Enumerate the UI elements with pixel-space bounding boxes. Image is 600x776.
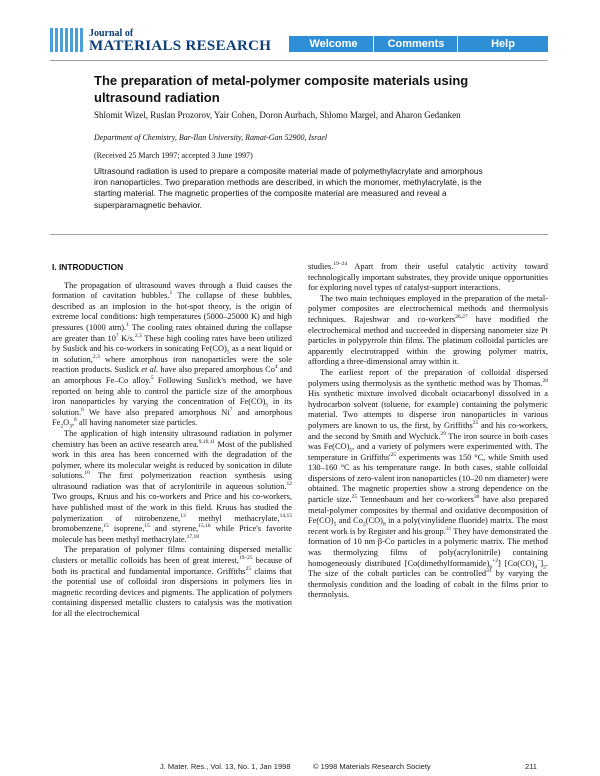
article-title: The preparation of metal-polymer composite materials using ultrasound radiation — [94, 73, 469, 105]
footer-citation: J. Mater. Res., Vol. 13, No. 1, Jan 1998 — [160, 762, 291, 771]
body-column-right: studies.$^{19-24}$ Apart from their useful catalytic activity toward technologically important substrates, they provide unique opportunities for exploring novel types of catalyst-support interactions. The two main techniques employed in the preparation of the metal-polymer composites are electrochemical methods and thermolysis techniques. Rajeshwar and co-workers$^{26,27}$ have modified the electrochemical method and succeeded in dispersing nanometer size Pt particles in polypyrrole thin films. The platinum colloidal particles are apparently electrotrapped within the growing polymer matrix, affording a three-dimensional array within it. The earliest report of the preparation of colloidal dispersed polymers using thermolysis as the synthetic method was by Thomas.$^{28}$ His synthetic mixture involved dicobalt octacarbonyl dissolved in a hydrocarbon solvent (toluene, for example) containing the polymeric material. Two attempts to disperse iron nanoparticles in various polymers are known to us, the first, by Griffiths$^{25}$ and his co-workers, and the second by Smith and Wychick.$^{29}$ The iron source in both cases was $Fe(CO)_5$, and a variety of polymers were experimented with. The temperature in $Griffiths'^{25}$ experiments was 150 °C, while Smith used 130–160 °C as his temperature range. In both cases, stable colloidal dispersions of zero-valent iron nanoparticles (10–20 nm diameter) were obtained. The magnetic properties show a strong dependence on the particle size.$^{25}$ Tennenbaum and her co-workers$^{30}$ have also prepared metal-polymer composites by thermal and oxidative decomposition of $Fe(CO)_5$ and $Co_2(CO)_8$ in a poly(vinylidene fluoride) matrix. The most recent work is by Register and his group.$^{31}$ They have demonstrated the formation of 10 nm β-Co particles in a polymeric matrix. The method was thermolyzing films of poly(acrylonitrile) containing homogeneously distributed $[Co(dimethylformamide)_6^{+2}]$ $[Co(CO)_4^-]_2$. The size of the cobalt particles can be controlled$^{31}$ by varying the thermolysis condition and the loading of cobalt in the films prior to thermolysis. — [308, 261, 549, 600]
header-rule — [50, 60, 548, 61]
page-number: 211 — [525, 762, 537, 771]
comments-button[interactable]: Comments — [374, 36, 458, 52]
article-authors: Shlomit Wizel, Ruslan Prozorov, Yair Cohen, Doron Aurbach, Shlomo Margel, and Aharon Gedanken — [94, 110, 461, 120]
nav-divider — [457, 36, 458, 52]
article-affiliation: Department of Chemistry, Bar-Ilan University, Ramat-Gan 52900, Israel — [94, 133, 328, 142]
journal-name-line1: Journal of — [89, 28, 134, 39]
section-heading: I. INTRODUCTION — [52, 262, 124, 272]
abstract-rule — [50, 234, 548, 235]
received-dates: (Received 25 March 1997; accepted 3 June 1997) — [94, 151, 253, 160]
nav-divider — [373, 36, 374, 52]
welcome-button[interactable]: Welcome — [289, 36, 378, 52]
body-column-left: I. INTRODUCTION The propagation of ultrasound waves through a fluid causes the formation of cavitation bubbles.$^1$ The collapse of these bubbles, described as an implosion in the hot-spot theory, is the origin of extreme local conditions: high temperatures (5000–25000 K) and high pressures (1000 atm).$^1$ The cooling rates obtained during the collapse are greater than $10^7$ K/s.$^{2,3}$ These high cooling rates have been utilized by Suslick and his co-workers in sonicating $Fe(CO)_5$ as a neat liquid or in solution,$^{2,3}$ where amorphous iron nanoparticles were the sole reaction products. Suslick et al. have also prepared amorphous Co$^4$ and an amorphous Fe–Co alloy.$^5$ Following Suslick's method, we have reported on being able to control the particle size of the amorphous iron nanoparticles by varying the concentration of $Fe(CO)_5$ in its solution.$^6$ We have also prepared amorphous Ni$^7$ and amorphous $Fe_2O_3,^8$ all having nanometer size particles. The application of high intensity ultrasound radiation in polymer chemistry has been an active research area.$^{9,10,11}$ Most of the published work in this area has been concerned with the degradation of the polymer, where its molecular weight is reduced by sonication in dilute solutions.$^{10}$ The first polymerization reaction synthesis using ultrasound radiation was that of acrylonitrile in aqueous solution.$^{12}$ Two groups, Kruus and his co-workers and Price and his co-workers, have published most of the work in this field. Kruus has studied the polymerization of nitrobenzene,$^{13}$ methyl methacrylate,$^{14,15}$ bromobenzene,$^{15}$ isoprene,$^{15}$ and styrene,$^{15,16}$ while Price's favorite molecule has been methyl methacrylate.$^{17,18}$ The preparation of polymer films containing dispersed metallic clusters or metallic colloids has been of great interest,$^{19-25}$ because of both its practical and fundamental importance. Griffiths$^{25}$ claims that the potential use of colloidal iron dispersions in polymers lies in magnetic recording devices and pigments. The application of polymers containing dispersed metallic clusters to catalysis was the motivation for all the electrochemical — [52, 262, 293, 618]
footer-copyright: © 1998 Materials Research Society — [313, 762, 431, 771]
journal-name-line2: MATERIALS RESEARCH — [89, 38, 272, 54]
abstract: Ultrasound radiation is used to prepare a composite material made of polymethylacrylate and amorphous iron nanoparticles. Two preparation methods are described, in which the monomer, methylacrylate, is the starting material. The magnetic properties of the composite material are measured and reveal a superparamagnetic behavior. — [94, 166, 483, 210]
help-button[interactable]: Help — [458, 36, 548, 52]
journal-logo-bars — [50, 28, 84, 52]
